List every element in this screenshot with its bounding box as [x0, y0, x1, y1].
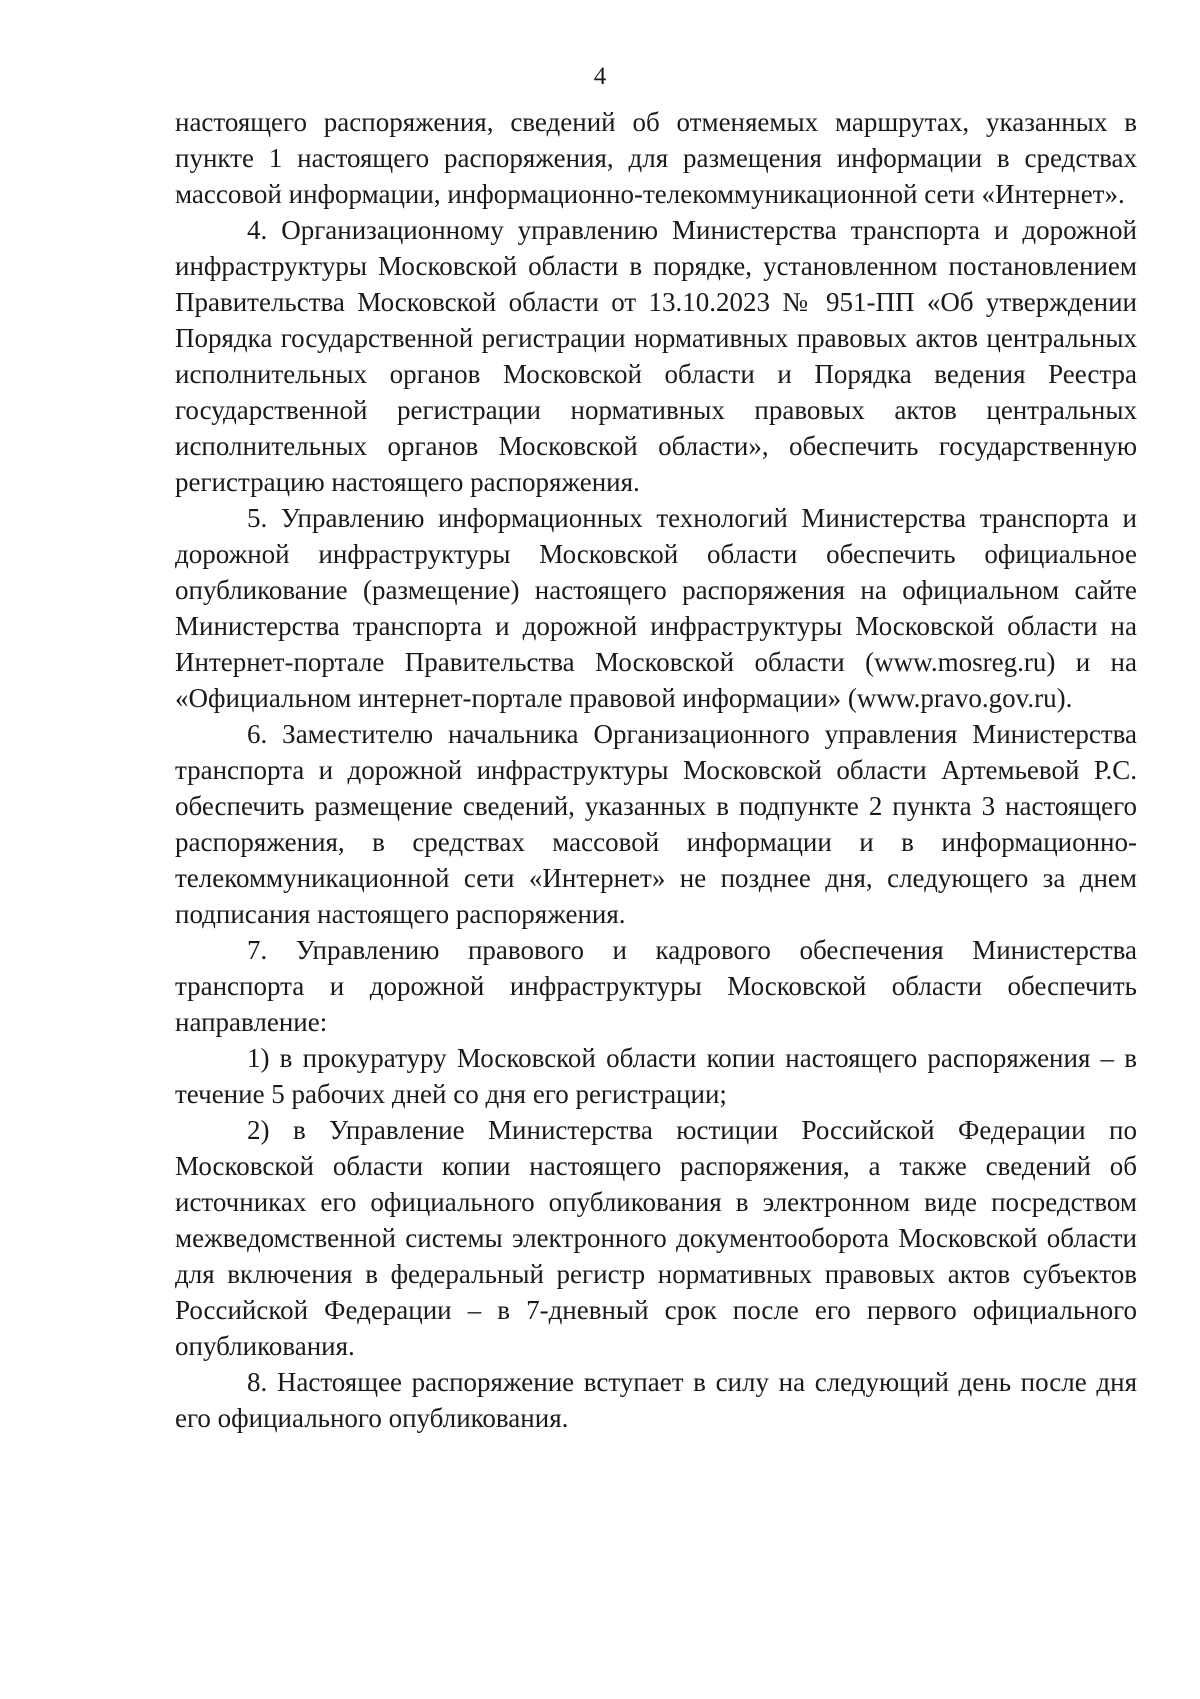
document-body: [175, 104, 1137, 1436]
page-number: 4: [593, 63, 607, 90]
paragraph-item-6: 6. Заместителю начальника Организационного управления Министерства транспорта и дорожной инфраструктуры Московской области Артемьевой Р.С. обеспечить размещение сведений, указанных в подпункте 2 пункта 3 настоящего распоряжения, в средствах массовой информации и в информационно-телекоммуникационной сети «Интернет» не позднее дня, следующего за днем подписания настоящего распоряжения.: [175, 719, 1137, 929]
subparagraph-7-1: 1) в прокуратуру Московской области копии настоящего распоряжения – в течение 5 рабочих дней со дня его регистрации;: [175, 1043, 1137, 1109]
paragraph-item-4: 4. Организационному управлению Министерства транспорта и дорожной инфраструктуры Московской области в порядке, установленном постановлением Правительства Московской области от 13.10.2023 № 951-ПП «Об утверждении Порядка государственной регистрации нормативных правовых актов центральных исполнительных органов Московской области и Порядка ведения Реестра государственной регистрации нормативных правовых актов центральных исполнительных органов Московской области», обеспечить государственную регистрацию настоящего распоряжения.: [175, 215, 1137, 497]
paragraph-item-7: 7. Управлению правового и кадрового обеспечения Министерства транспорта и дорожной инфраструктуры Московской области обеспечить направление:: [175, 935, 1137, 1037]
paragraph-continuation: настоящего распоряжения, сведений об отменяемых маршрутах, указанных в пункте 1 настоящего распоряжения, для размещения информации в средствах массовой информации, информационно-телекоммуникационной сети «Интернет».: [175, 107, 1137, 209]
paragraph-item-8: 8. Настоящее распоряжение вступает в силу на следующий день после дня его официального опубликования.: [175, 1367, 1137, 1433]
subparagraph-7-2: 2) в Управление Министерства юстиции Российской Федерации по Московской области копии настоящего распоряжения, а также сведений об источниках его официального опубликования в электронном виде посредством межведомственной системы электронного документооборота Московской области для включения в федеральный регистр нормативных правовых актов субъектов Российской Федерации – в 7-дневный срок после его первого официального опубликования.: [175, 1115, 1137, 1361]
paragraph-item-5: 5. Управлению информационных технологий Министерства транспорта и дорожной инфраструктуры Московской области обеспечить официальное опубликование (размещение) настоящего распоряжения на официальном сайте Министерства транспорта и дорожной инфраструктуры Московской области на Интернет-портале Правительства Московской области (www.mosreg.ru) и на «Официальном интернет-портале правовой информации» (www.pravo.gov.ru).: [175, 503, 1137, 713]
